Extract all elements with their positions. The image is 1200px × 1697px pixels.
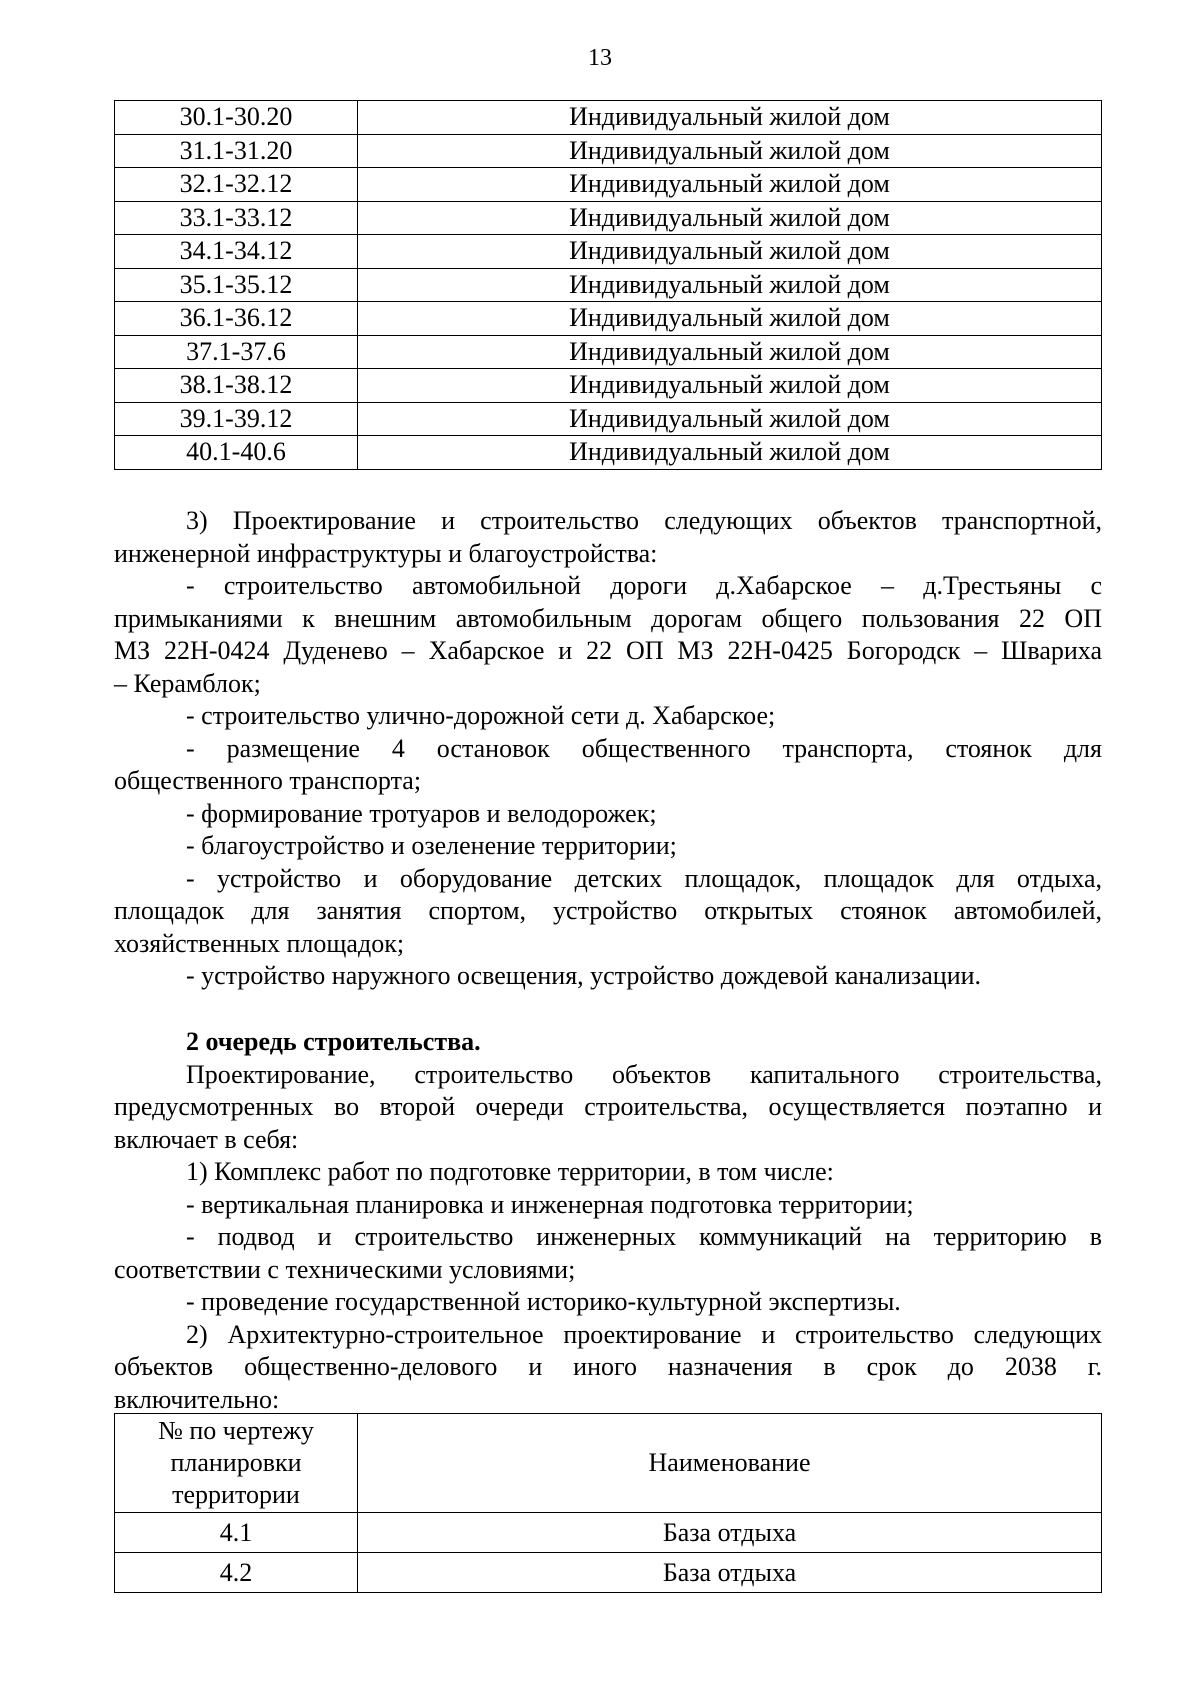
table-cell-name: Индивидуальный жилой дом [358, 201, 1102, 235]
text-line: - строительство улично-дорожной сети д. Хабарское; [186, 701, 776, 730]
table-cell-number: 30.1-30.20 [115, 101, 358, 135]
table-cell-name: Индивидуальный жилой дом [358, 235, 1102, 269]
table-row [115, 335, 1102, 369]
table-cell-number: 38.1-38.12 [115, 369, 358, 403]
text-line: предусмотренных во второй очереди строительства, осуществляется поэтапно и [114, 1092, 1102, 1121]
table-cell-number: 31.1-31.20 [115, 134, 358, 168]
text-line: 3) Проектирование и строительство следующих объектов транспортной, [186, 506, 1102, 535]
column-header-name: Наименование [358, 1414, 1102, 1513]
table-cell-name: База отдыха [358, 1553, 1102, 1593]
table-cell-name: База отдыха [358, 1513, 1102, 1553]
section-3-paragraph [114, 505, 1102, 993]
table-cell-number: 32.1-32.12 [115, 168, 358, 202]
lots-table [114, 100, 1102, 470]
text-line: площадок для занятия спортом, устройство открытых стоянок автомобилей, [114, 896, 1102, 925]
table-cell-name: Индивидуальный жилой дом [358, 436, 1102, 470]
table-row [115, 201, 1102, 235]
table-row [115, 168, 1102, 202]
table-row [115, 134, 1102, 168]
table-row [115, 235, 1102, 269]
text-line: хозяйственных площадок; [114, 928, 405, 958]
table-cell-name: Индивидуальный жилой дом [358, 168, 1102, 202]
table-row [115, 302, 1102, 336]
text-line: - подвод и строительство инженерных коммуникаций на территорию в [186, 1222, 1102, 1251]
text-line: МЗ 22Н-0424 Дуденево – Хабарское и 22 ОП МЗ 22Н-0425 Богородск – Швариха [114, 636, 1102, 665]
objects-table [114, 1413, 1102, 1593]
table-row [115, 1553, 1102, 1593]
table-cell-number: 35.1-35.12 [115, 268, 358, 302]
table-cell-number: 37.1-37.6 [115, 335, 358, 369]
text-line: - формирование тротуаров и велодорожек; [186, 798, 657, 828]
text-line: – Керамблок; [114, 668, 261, 698]
text-line: - размещение 4 остановок общественного транспорта, стоянок для [186, 733, 1102, 763]
table-cell-number: 4.1 [115, 1513, 358, 1553]
section-heading: 2 очередь строительства. [186, 1027, 481, 1056]
table-cell-number: 33.1-33.12 [115, 201, 358, 235]
stage-2-section [114, 1026, 1102, 1416]
text-line: объектов общественно-делового и иного назначения в срок до 2038 г. [114, 1352, 1102, 1381]
text-line: 1) Комплекс работ по подготовке территории, в том числе: [186, 1157, 834, 1186]
table-cell-number: 40.1-40.6 [115, 436, 358, 470]
table-cell-name: Индивидуальный жилой дом [358, 134, 1102, 168]
table-row [115, 369, 1102, 403]
text-line: соответствии с техническими условиями; [114, 1254, 576, 1284]
text-line: примыканиями к внешним автомобильным дорогам общего пользования 22 ОП [114, 603, 1102, 633]
page-number: 13 [588, 45, 612, 71]
text-line: инженерной инфраструктуры и благоустройства: [114, 538, 658, 568]
table-cell-name: Индивидуальный жилой дом [358, 369, 1102, 403]
table-cell-name: Индивидуальный жилой дом [358, 402, 1102, 436]
text-line: - строительство автомобильной дороги д.Хабарское – д.Трестьяны с [186, 571, 1102, 600]
column-header-number: № по чертежу планировки территории [115, 1414, 358, 1513]
table-cell-name: Индивидуальный жилой дом [358, 101, 1102, 135]
table-cell-name: Индивидуальный жилой дом [358, 268, 1102, 302]
text-line: - устройство и оборудование детских площадок, площадок для отдыха, [186, 863, 1102, 893]
text-line: включительно: [114, 1384, 280, 1414]
table-row [115, 268, 1102, 302]
table-cell-number: 36.1-36.12 [115, 302, 358, 336]
text-line: включает в себя: [114, 1124, 299, 1154]
table-row [115, 1513, 1102, 1553]
text-line: - благоустройство и озеленение территории; [186, 831, 677, 860]
table-cell-number: 39.1-39.12 [115, 402, 358, 436]
text-line: - устройство наружного освещения, устройство дождевой канализации. [186, 961, 982, 990]
table-row [115, 101, 1102, 135]
text-line: - вертикальная планировка и инженерная подготовка территории; [186, 1189, 914, 1219]
text-line: 2) Архитектурно-строительное проектирование и строительство следующих [186, 1319, 1102, 1349]
table-row [115, 402, 1102, 436]
table-cell-name: Индивидуальный жилой дом [358, 302, 1102, 336]
text-line: общественного транспорта; [114, 766, 422, 795]
text-line: Проектирование, строительство объектов капитального строительства, [186, 1059, 1102, 1089]
table-cell-number: 4.2 [115, 1553, 358, 1593]
table-header-row [115, 1414, 1102, 1513]
table-row [115, 436, 1102, 470]
text-line: - проведение государственной историко-культурной экспертизы. [186, 1287, 901, 1316]
table-cell-number: 34.1-34.12 [115, 235, 358, 269]
table-cell-name: Индивидуальный жилой дом [358, 335, 1102, 369]
